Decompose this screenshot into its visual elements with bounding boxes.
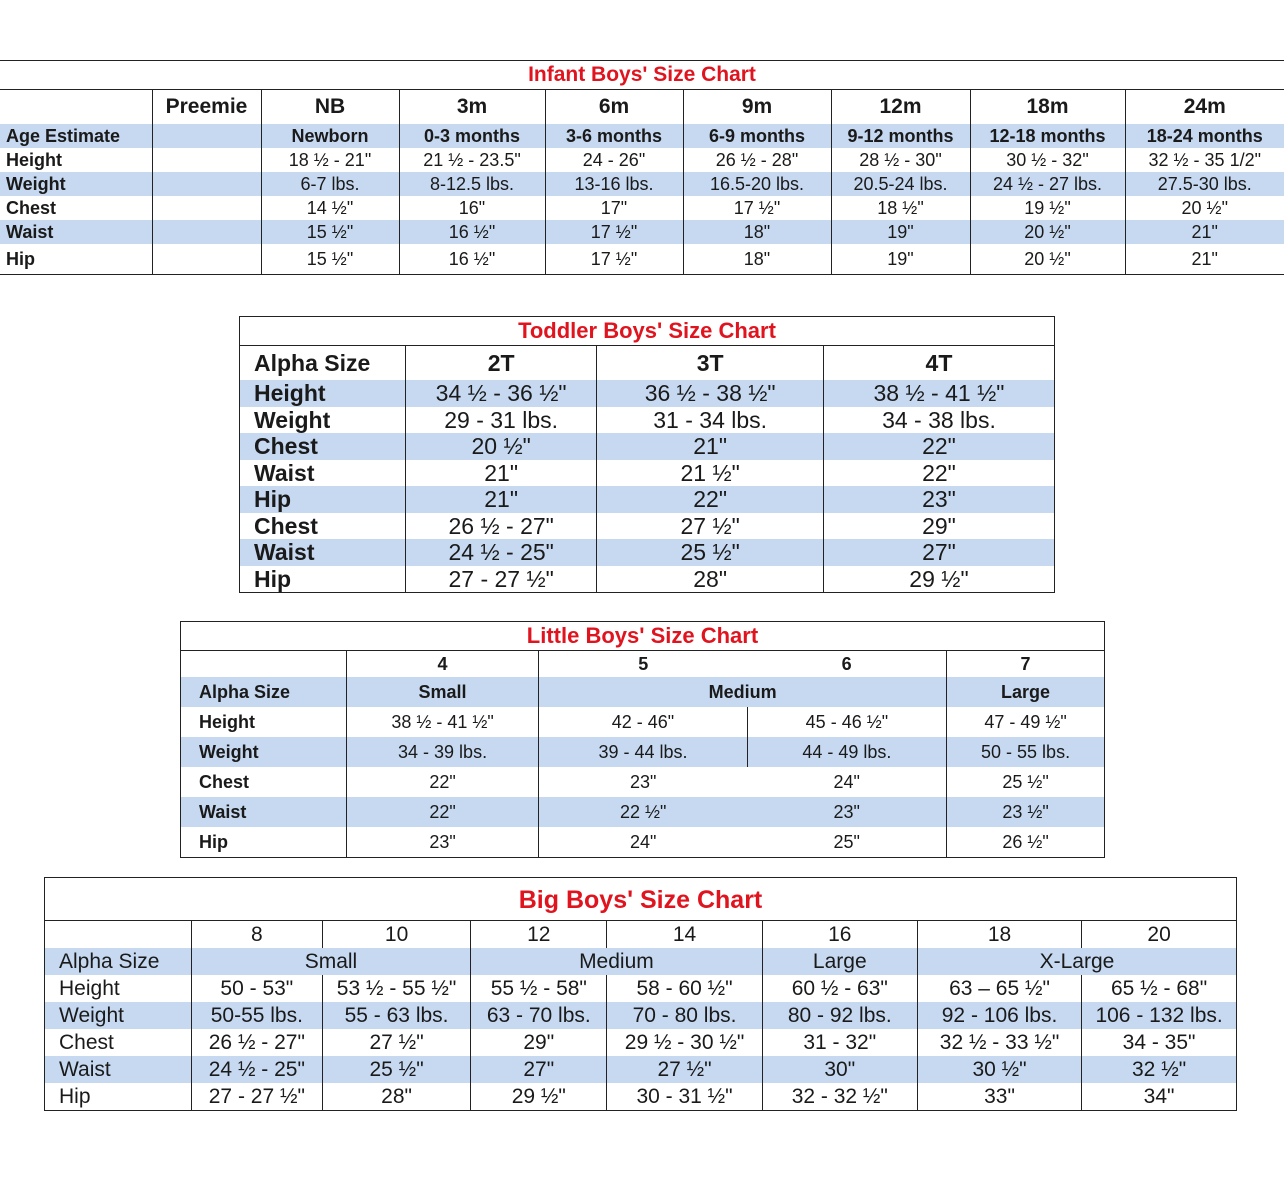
table-cell: 19 ½" — [970, 196, 1125, 220]
table-row — [240, 407, 1054, 434]
table-cell: 17 ½" — [683, 196, 831, 220]
table-cell: 18 ½ - 21" — [261, 148, 399, 172]
table-cell: 21 ½" — [597, 460, 824, 487]
table-cell: 21" — [405, 460, 596, 487]
table-cell: 44 - 49 lbs. — [747, 737, 946, 767]
table-cell: 34 - 35" — [1082, 1029, 1236, 1056]
table-cell: 38 ½ - 41 ½" — [823, 380, 1054, 407]
table-cell: 21" — [405, 486, 596, 513]
table-row — [0, 148, 1284, 172]
row-label: Height — [6, 150, 62, 170]
table-cell: 27" — [823, 539, 1054, 566]
table-cell: 30 ½" — [917, 1056, 1081, 1083]
table-cell: 25 ½" — [947, 767, 1104, 797]
size-header-row — [0, 90, 1284, 124]
table-cell: 27" — [471, 1056, 607, 1083]
table-cell: 34" — [1082, 1083, 1236, 1110]
row-label: Waist — [45, 1056, 191, 1083]
table-cell: 22 ½" — [539, 797, 747, 827]
table-cell: 29" — [471, 1029, 607, 1056]
table-cell: 24 ½ - 27 lbs. — [970, 172, 1125, 196]
table-cell: 30" — [762, 1056, 917, 1083]
alpha-size-row — [45, 948, 1236, 975]
alpha-size-label: Alpha Size — [181, 677, 346, 707]
table-cell: 32 ½ - 35 1/2" — [1125, 148, 1284, 172]
table-cell: 27 ½" — [322, 1029, 470, 1056]
alpha-size-label: Alpha Size — [45, 948, 191, 975]
table-cell: 65 ½ - 68" — [1082, 975, 1236, 1002]
row-label: Chest — [254, 512, 318, 539]
big-size-chart — [44, 877, 1237, 1111]
table-row — [240, 460, 1054, 487]
row-label: Height — [59, 977, 120, 1000]
table-cell: 26 ½ - 28" — [683, 148, 831, 172]
size-header: 4T — [823, 346, 1054, 380]
corner-cell — [0, 90, 152, 124]
table-cell: 24 - 26" — [545, 148, 683, 172]
alpha-size-cell: Large — [762, 948, 917, 975]
row-label: Hip — [6, 249, 35, 269]
table-row — [45, 975, 1236, 1002]
row-label: Waist — [254, 459, 315, 486]
table-cell: 9-12 months — [831, 124, 970, 148]
size-header-row — [181, 651, 1104, 677]
table-row — [45, 1002, 1236, 1029]
table-cell — [152, 244, 261, 275]
alpha-size-cell: Small — [346, 677, 538, 707]
table-row — [45, 1083, 1236, 1110]
table-cell: 32 ½ - 33 ½" — [917, 1029, 1081, 1056]
table-cell: 26 ½ - 27" — [405, 513, 596, 540]
row-label: Weight — [45, 1002, 191, 1029]
size-header: 8 — [191, 921, 322, 948]
little-table — [181, 651, 1104, 857]
table-cell: 25 ½" — [597, 539, 824, 566]
row-label: Waist — [0, 220, 152, 244]
size-header: 12m — [831, 90, 970, 124]
table-row — [181, 737, 1104, 767]
table-cell: 55 - 63 lbs. — [322, 1002, 470, 1029]
table-cell: 25" — [833, 832, 860, 852]
size-header: 12 — [471, 921, 607, 948]
table-cell: 8-12.5 lbs. — [399, 172, 545, 196]
table-row — [181, 797, 1104, 827]
table-cell: 15 ½" — [261, 244, 399, 275]
size-header: 9m — [683, 90, 831, 124]
table-row — [0, 244, 1284, 275]
table-cell: 13-16 lbs. — [545, 172, 683, 196]
table-cell: 27 ½" — [597, 513, 824, 540]
size-header: 24m — [1125, 90, 1284, 124]
table-cell: 33" — [917, 1083, 1081, 1110]
table-cell: 36 ½ - 38 ½" — [597, 380, 824, 407]
table-row — [240, 513, 1054, 540]
table-cell: 80 - 92 lbs. — [762, 1002, 917, 1029]
row-label: Hip — [254, 565, 292, 592]
table-cell — [152, 196, 261, 220]
alpha-size-cell: Medium — [539, 677, 947, 707]
size-header: 18 — [917, 921, 1081, 948]
row-label: Chest — [6, 198, 57, 218]
table-cell: 29 ½" — [471, 1083, 607, 1110]
row-label: Hip — [199, 832, 228, 852]
table-cell: 24 ½ - 25" — [405, 539, 596, 566]
table-cell: 23" — [539, 767, 747, 797]
table-cell: 22" — [597, 486, 824, 513]
table-cell: 14 ½" — [261, 196, 399, 220]
table-cell: 26 ½" — [947, 827, 1104, 857]
table-cell: 23 ½" — [947, 797, 1104, 827]
table-cell: 20 ½" — [970, 220, 1125, 244]
row-label: Weight — [0, 172, 152, 196]
size-header-row — [45, 921, 1236, 948]
row-label: Weight — [181, 737, 346, 767]
table-cell: 50 - 55 lbs. — [947, 737, 1104, 767]
table-cell — [152, 148, 261, 172]
row-label: Chest — [199, 772, 250, 792]
table-cell: 18 ½" — [831, 196, 970, 220]
size-header: Preemie — [152, 90, 261, 124]
table-row — [45, 1056, 1236, 1083]
table-cell — [152, 124, 261, 148]
table-row — [0, 172, 1284, 196]
corner-cell — [45, 921, 191, 948]
table-cell: 27.5-30 lbs. — [1125, 172, 1284, 196]
table-cell: 18" — [683, 244, 831, 275]
toddler-size-chart — [239, 316, 1055, 593]
table-cell: 42 - 46" — [539, 707, 747, 737]
table-cell: 31 - 34 lbs. — [597, 407, 824, 434]
table-cell: 23" — [747, 797, 946, 827]
table-cell: 21" — [1125, 244, 1284, 275]
size-header: 7 — [947, 651, 1104, 677]
table-cell: 22" — [823, 460, 1054, 487]
table-row — [240, 566, 1054, 593]
table-cell: 16" — [399, 196, 545, 220]
table-cell: 28 ½ - 30" — [831, 148, 970, 172]
table-row — [45, 1029, 1236, 1056]
row-label: Hip — [240, 486, 405, 513]
table-cell: 45 - 46 ½" — [747, 707, 946, 737]
size-header: 14 — [607, 921, 762, 948]
table-cell: 28" — [322, 1083, 470, 1110]
chart-title: Infant Boys' Size Chart — [0, 60, 1284, 90]
size-header: 4 — [346, 651, 538, 677]
table-cell: 32 - 32 ½" — [762, 1083, 917, 1110]
table-cell: 47 - 49 ½" — [947, 707, 1104, 737]
row-label: Chest — [59, 1031, 114, 1054]
table-cell: 30 - 31 ½" — [607, 1083, 762, 1110]
table-cell: 21" — [1125, 220, 1284, 244]
table-cell: 16.5-20 lbs. — [683, 172, 831, 196]
table-cell: 21" — [597, 433, 824, 460]
row-label: Waist — [181, 797, 346, 827]
table-cell: 20.5-24 lbs. — [831, 172, 970, 196]
table-cell: 18" — [683, 220, 831, 244]
size-header: 18m — [970, 90, 1125, 124]
size-header: 10 — [322, 921, 470, 948]
size-header: 2T — [405, 346, 596, 380]
chart-title: Little Boys' Size Chart — [181, 622, 1104, 651]
table-row — [0, 220, 1284, 244]
table-row — [0, 124, 1284, 148]
table-row — [240, 433, 1054, 460]
table-row — [181, 827, 1104, 857]
infant-table — [0, 90, 1284, 275]
table-cell: 58 - 60 ½" — [607, 975, 762, 1002]
alpha-size-cell: Small — [191, 948, 470, 975]
table-row — [181, 767, 1104, 797]
table-cell: 6-9 months — [683, 124, 831, 148]
table-cell: 17 ½" — [545, 220, 683, 244]
table-cell: 63 - 70 lbs. — [471, 1002, 607, 1029]
table-cell: 25 ½" — [322, 1056, 470, 1083]
table-cell: 12-18 months — [970, 124, 1125, 148]
table-cell: 20 ½" — [405, 433, 596, 460]
table-cell: 22" — [346, 767, 538, 797]
table-cell: 106 - 132 lbs. — [1082, 1002, 1236, 1029]
table-cell: 19" — [831, 244, 970, 275]
table-cell: 29 ½" — [823, 566, 1054, 593]
chart-title: Big Boys' Size Chart — [45, 878, 1236, 921]
row-label: Height — [199, 712, 255, 732]
table-cell: 23" — [823, 486, 1054, 513]
row-label: Weight — [254, 406, 331, 433]
table-cell: 29 ½ - 30 ½" — [607, 1029, 762, 1056]
table-cell: 31 - 32" — [762, 1029, 917, 1056]
table-cell: 23" — [346, 827, 538, 857]
table-cell: 24" — [833, 772, 860, 792]
table-cell: 16 ½" — [399, 220, 545, 244]
table-cell: 18-24 months — [1125, 124, 1284, 148]
alpha-size-label: Alpha Size — [254, 350, 371, 376]
alpha-size-cell: Large — [947, 677, 1104, 707]
table-cell: 21 ½ - 23.5" — [399, 148, 545, 172]
table-cell: 53 ½ - 55 ½" — [322, 975, 470, 1002]
alpha-size-cell: Medium — [471, 948, 762, 975]
table-cell: 15 ½" — [261, 220, 399, 244]
table-cell — [152, 220, 261, 244]
size-header: NB — [261, 90, 399, 124]
table-cell: 16 ½" — [399, 244, 545, 275]
size-header: 16 — [762, 921, 917, 948]
size-header: 5 — [539, 651, 747, 677]
table-cell: 19" — [831, 220, 970, 244]
corner-cell — [181, 651, 346, 677]
table-cell: 70 - 80 lbs. — [607, 1002, 762, 1029]
row-label: Age Estimate — [0, 124, 152, 148]
table-cell: 50 - 53" — [191, 975, 322, 1002]
table-cell: 38 ½ - 41 ½" — [346, 707, 538, 737]
size-header: 3m — [399, 90, 545, 124]
row-label: Hip — [59, 1085, 91, 1108]
table-cell: 32 ½" — [1082, 1056, 1236, 1083]
table-cell: 17 ½" — [545, 244, 683, 275]
row-label: Waist — [240, 539, 405, 566]
table-cell: 17" — [545, 196, 683, 220]
alpha-size-cell: X-Large — [917, 948, 1236, 975]
table-cell: 29" — [823, 513, 1054, 540]
table-cell: 29 - 31 lbs. — [405, 407, 596, 434]
size-header-row — [240, 346, 1054, 380]
table-row — [240, 486, 1054, 513]
table-cell: 27 - 27 ½" — [191, 1083, 322, 1110]
table-cell: 92 - 106 lbs. — [917, 1002, 1081, 1029]
size-header: 6 — [841, 654, 852, 674]
table-cell: 34 - 38 lbs. — [823, 407, 1054, 434]
table-cell: Newborn — [261, 124, 399, 148]
table-cell: 63 – 65 ½" — [917, 975, 1081, 1002]
toddler-table — [240, 346, 1054, 592]
table-cell: 30 ½ - 32" — [970, 148, 1125, 172]
table-cell: 20 ½" — [1125, 196, 1284, 220]
table-row — [181, 707, 1104, 737]
chart-title: Toddler Boys' Size Chart — [240, 317, 1054, 346]
table-cell: 24 ½ - 25" — [191, 1056, 322, 1083]
table-cell: 20 ½" — [970, 244, 1125, 275]
table-cell: 22" — [346, 797, 538, 827]
table-cell: 3-6 months — [545, 124, 683, 148]
table-cell: 60 ½ - 63" — [762, 975, 917, 1002]
size-header: 3T — [597, 346, 824, 380]
table-cell: 6-7 lbs. — [261, 172, 399, 196]
table-cell: 34 ½ - 36 ½" — [405, 380, 596, 407]
infant-size-chart — [0, 60, 1284, 275]
table-cell: 0-3 months — [399, 124, 545, 148]
size-header: 20 — [1082, 921, 1236, 948]
table-cell — [152, 172, 261, 196]
table-row — [0, 196, 1284, 220]
size-header: 6m — [545, 90, 683, 124]
table-cell: 27 - 27 ½" — [405, 566, 596, 593]
table-row — [240, 380, 1054, 407]
table-cell: 27 ½" — [607, 1056, 762, 1083]
table-cell: 55 ½ - 58" — [471, 975, 607, 1002]
table-cell: 26 ½ - 27" — [191, 1029, 322, 1056]
table-cell: 34 - 39 lbs. — [346, 737, 538, 767]
table-cell: 22" — [823, 433, 1054, 460]
table-cell: 24" — [539, 827, 747, 857]
little-size-chart — [180, 621, 1105, 858]
row-label: Chest — [240, 433, 405, 460]
table-row — [240, 539, 1054, 566]
table-cell: 39 - 44 lbs. — [539, 737, 747, 767]
table-cell: 50-55 lbs. — [191, 1002, 322, 1029]
big-table — [45, 921, 1236, 1110]
row-label: Height — [240, 380, 405, 407]
alpha-size-row — [181, 677, 1104, 707]
table-cell: 28" — [597, 566, 824, 593]
